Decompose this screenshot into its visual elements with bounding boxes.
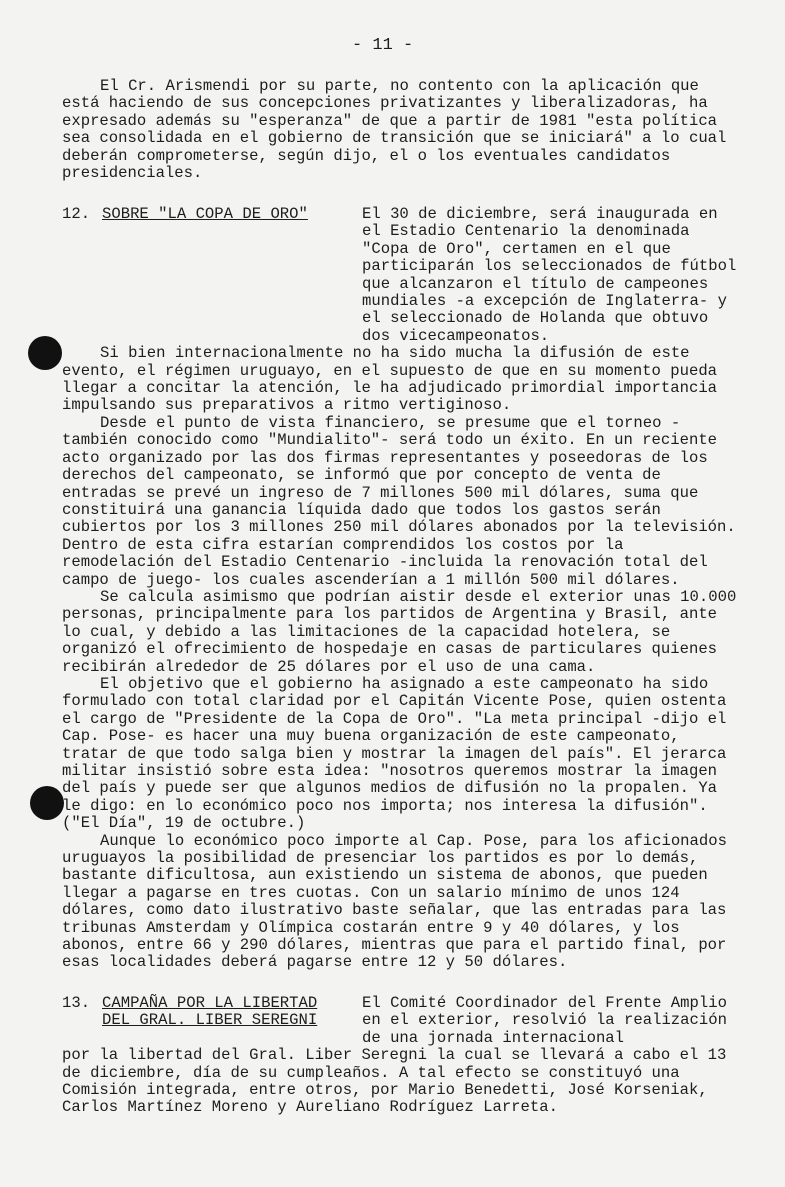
section-12-header [62, 206, 742, 345]
section-number: 13. [62, 994, 91, 1012]
punch-hole [28, 336, 62, 370]
paragraph: El objetivo que el gobierno ha asignado a este campeonato ha sido formulado con total claridad por el Capitán Vicente Pose, quien ostenta el cargo de "Presidente de la Copa de Oro". "La meta principal -dijo el Cap. Pose- es hacer una muy buena organización de este campeonato, tratar de que todo salga bien y mostrar la imagen del país". El jerarca militar insistió sobre esta idea: "nosotros queremos mostrar la imagen del país y puede ser que algunos medios de difusión no la propalen. Ya le digo: en lo económico poco nos importa; nos interesa la difusión".("El Día", 19 de octubre.) [62, 674, 727, 833]
section-13-header [62, 995, 742, 1047]
section-title: SOBRE "LA COPA DE ORO" [102, 205, 308, 223]
section-12-label [62, 206, 362, 345]
section-12-intro: El 30 de diciembre, será inaugurada en el Estadio Centenario la denominada "Copa de Oro", certamen en el que participarán los seleccionados de fútbol que alcanzaron el título de campeones mundiales -a excepción de Inglaterra- y el seleccionado de Holanda que obtuvo dos vicecampeonatos. [362, 205, 737, 345]
section-12 [62, 206, 742, 972]
paragraph: por la libertad del Gral. Liber Seregni la cual se llevará a cabo el 13 de diciembre, día de su cumpleaños. A tal efecto se constituyó una Comisión integrada, entre otros, por Mario Benedetti, José Korseniak, Carlos Martínez Moreno y Aureliano Rodríguez Larreta. [62, 1046, 727, 1117]
intro-paragraph: El Cr. Arismendi por su parte, no contento con la aplicación que está haciendo de sus concepciones privatizantes y liberalizadoras, ha expresado además su "esperanza" de que a partir de 1981 "esta política sea consolidada en el gobierno de transición que se iniciará" a lo cual deberán comprometerse, según dijo, el o los eventuales candidatos presidenciales. [62, 77, 727, 183]
section-number: 12. [62, 205, 91, 223]
page-number: - 11 - [352, 36, 414, 55]
section-13-label [62, 995, 362, 1047]
intro-block [62, 78, 742, 182]
paragraph: Desde el punto de vista financiero, se presume que el torneo -también conocido como "Mundialito"- será todo un éxito. En un reciente acto organizado por las dos firmas representantes y poseedoras de los derechos del campeonato, se informó que por concepto de venta de entradas se prevé un ingreso de 7 millones 500 mil dólares, suma que constituirá una ganancia líquida dado que todos los gastos serán cubiertos por los 3 millones 250 mil dólares abonados por la televisión. Dentro de esta cifra estarían comprendidos los costos por la remodelación del Estadio Centenario -incluida la renovación total del campo de juego- los cuales ascenderían a 1 millón 500 mil dólares. [62, 413, 736, 589]
section-13 [62, 995, 742, 1117]
punch-hole [30, 786, 64, 820]
section-title-line-2: DEL GRAL. LIBER SEREGNI [102, 1011, 318, 1030]
section-13-intro: El Comité Coordinador del Frente Amplio en el exterior, resolvió la realización de una jornada internacional [362, 994, 727, 1047]
paragraph: Si bien internacionalmente no ha sido mucha la difusión de este evento, el régimen uruguayo, en el supuesto de que en su momento pueda llegar a concitar la atención, le ha adjudicado primordial importancia impulsando sus preparativos a ritmo vertiginoso. [62, 344, 718, 415]
section-title-line-1: CAMPAÑA POR LA LIBERTAD [102, 994, 318, 1012]
paragraph: Se calcula asimismo que podrían aistir desde el exterior unas 10.000 personas, principalmente para los partidos de Argentina y Brasil, ante lo cual, y debido a las limitaciones de la capacidad hotelera, se organizó el ofrecimiento de hospedaje en casas de particulares quienes recibirán alrededor de 25 dólares por el uso de una cama. [62, 587, 737, 676]
paragraph: Aunque lo económico poco importe al Cap. Pose, para los aficionados uruguayos la posibilidad de presenciar los partidos es por lo demás, bastante dificultosa, aun existiendo un sistema de abonos, que pueden llegar a pagarse en tres cuotas. Con un salario mínimo de unos 124 dólares, como dato ilustrativo baste señalar, que las entradas para las tribunas Amsterdam y Olímpica costarán entre 9 y 40 dólares, y los abonos, entre 66 y 290 dólares, mientras que para el partido final, por esas localidades deberá pagarse entre 12 y 50 dólares. [62, 831, 727, 972]
